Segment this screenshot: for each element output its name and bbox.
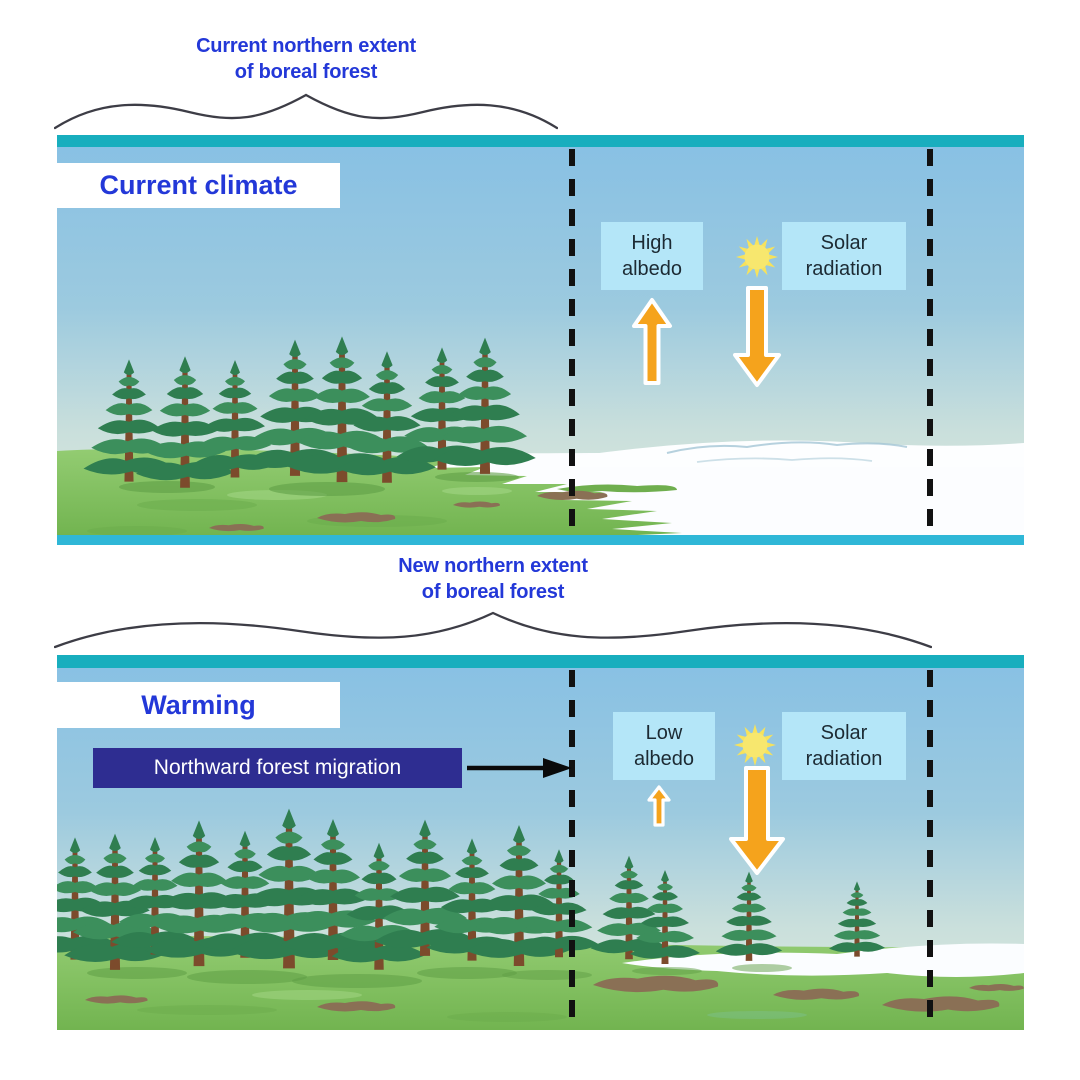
new-extent-label	[398, 553, 588, 605]
arrow-up-small-icon	[649, 787, 669, 825]
low-albedo-line1: Low	[645, 722, 683, 744]
current-extent-label	[196, 33, 416, 85]
arrow-down-icon	[735, 288, 779, 385]
current-extent-line2: of boreal forest	[234, 61, 378, 83]
panel-warming	[57, 655, 1024, 1030]
northward-migration-box	[93, 748, 462, 788]
sun-icon	[736, 236, 778, 278]
high-albedo-box	[601, 222, 703, 290]
solar-radiation-box-current	[782, 222, 906, 290]
panel-title-warming	[57, 682, 340, 728]
high-albedo-line2: albedo	[621, 258, 683, 280]
panel-current-climate	[57, 135, 1024, 545]
solar-line1: Solar	[820, 722, 868, 744]
low-albedo-line2: albedo	[633, 748, 695, 770]
solar-line2: radiation	[805, 748, 883, 770]
new-extent-line1: New northern extent	[398, 555, 588, 577]
sun-icon	[734, 724, 776, 766]
teal-top-bar	[57, 655, 1024, 668]
arrow-right-icon	[467, 758, 572, 778]
arrow-up-icon	[634, 300, 670, 383]
teal-top-bar	[57, 135, 1024, 147]
cyan-bottom-bar	[57, 535, 1024, 545]
current-extent-brace	[54, 90, 558, 132]
panel-title-current-text: Current climate	[99, 170, 298, 200]
forest-current	[84, 336, 536, 487]
arrow-down-large-icon	[731, 768, 783, 873]
northward-migration-text: Northward forest migration	[153, 756, 402, 779]
solar-line2: radiation	[805, 258, 883, 280]
panel-title-warming-text: Warming	[141, 689, 256, 720]
new-extent-brace	[54, 608, 932, 650]
solar-line1: Solar	[820, 232, 868, 254]
high-albedo-line1: High	[631, 232, 673, 254]
current-extent-line1: Current northern extent	[196, 35, 416, 57]
low-albedo-box	[613, 712, 715, 780]
panel-title-current	[57, 163, 340, 208]
snow-hill	[577, 440, 1024, 467]
solar-radiation-box-warming	[782, 712, 906, 780]
new-extent-line2: of boreal forest	[421, 581, 565, 603]
